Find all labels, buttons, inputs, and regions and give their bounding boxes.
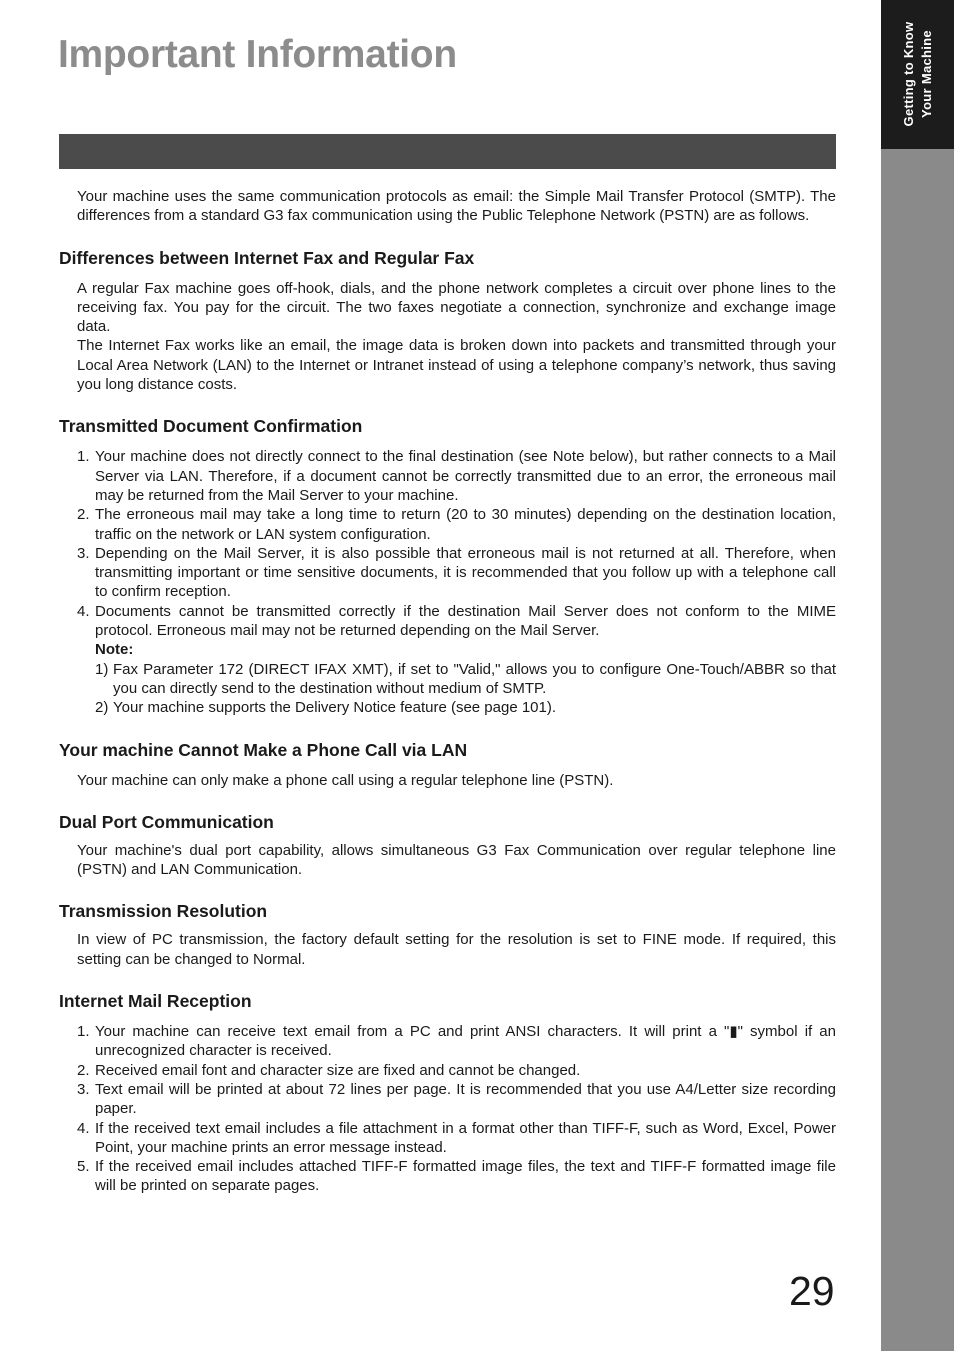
note-item-text: Fax Parameter 172 (DIRECT IFAX XMT), if set to "Valid," allows you to configure One-Touch/ABBR so that you can directly send to the destination without medium of SMTP. bbox=[113, 660, 836, 697]
note-item-number: 2) bbox=[95, 699, 109, 717]
list-item bbox=[77, 1061, 836, 1080]
differences-paragraph-1: A regular Fax machine goes off-hook, dials, and the phone network completes a circuit over phone lines to the receiving fax. You pay for the circuit. The two faxes negotiate a connection, synchronize and exchange image data. bbox=[77, 279, 836, 336]
note-item bbox=[95, 698, 836, 717]
list-item-number: 4. bbox=[77, 602, 90, 620]
list-item-text: Documents cannot be transmitted correctly if the destination Mail Server does not conform to the MIME protocol. Erroneous mail may not be returned depending on the Mail Server. bbox=[95, 602, 836, 640]
list-item-number: 2. bbox=[77, 506, 90, 524]
list-item bbox=[77, 1157, 836, 1196]
resolution-paragraph: In view of PC transmission, the factory default setting for the resolution is set to FINE mode. If required, this setting can be changed to Normal. bbox=[77, 931, 836, 968]
page-title: Important Information bbox=[58, 33, 457, 76]
chapter-tab bbox=[881, 0, 954, 149]
intro-paragraph: Your machine uses the same communication protocols as email: the Simple Mail Transfer Protocol (SMTP). The differences from a standard G3 fax communication using the Public Telephone Network (PSTN) are as follows. bbox=[77, 188, 836, 225]
list-item bbox=[77, 447, 836, 505]
list-item-number: 4. bbox=[77, 1119, 90, 1137]
mail-reception-list bbox=[59, 1022, 836, 1196]
list-item-text: Depending on the Mail Server, it is also possible that erroneous mail is not returned at all. Therefore, when transmitting important or time sensitive documents, it is recommended that you follow up with a telephone call to confirm reception. bbox=[95, 544, 836, 601]
list-item-number: 1. bbox=[77, 448, 90, 466]
heading-phone-call: Your machine Cannot Make a Phone Call via LAN bbox=[59, 739, 468, 760]
list-item-text: Your machine can receive text email from a PC and print ANSI characters. It will print a "▮" symbol if an unrecognized character is received. bbox=[95, 1023, 836, 1060]
list-item bbox=[77, 1022, 836, 1061]
list-item bbox=[77, 602, 836, 718]
differences-paragraph-2: The Internet Fax works like an email, the image data is broken down into packets and transmitted through your Local Area Network (LAN) to the Internet or Intranet instead of using a telephone company’s network, thus saving you long distance costs. bbox=[77, 337, 836, 394]
confirmation-list bbox=[59, 447, 836, 717]
chapter-tab-line1: Getting to Know bbox=[900, 21, 916, 127]
list-item-text: If the received text email includes a file attachment in a format other than TIFF-F, such as Word, Excel, Power Point, your machine prints an error message instead. bbox=[95, 1119, 836, 1156]
list-item-number: 1. bbox=[77, 1023, 90, 1041]
list-item bbox=[77, 544, 836, 602]
list-item-text: Received email font and character size are fixed and cannot be changed. bbox=[95, 1061, 581, 1079]
page-content bbox=[59, 187, 836, 1196]
heading-differences: Differences between Internet Fax and Regular Fax bbox=[59, 247, 475, 268]
list-item-text: If the received email includes attached TIFF-F formatted image files, the text and TIFF-F formatted image file will be printed on separate pages. bbox=[95, 1158, 836, 1195]
chapter-tab-label bbox=[900, 22, 936, 127]
list-item-number: 3. bbox=[77, 1080, 90, 1098]
heading-resolution: Transmission Resolution bbox=[59, 901, 268, 922]
note-label: Note: bbox=[95, 641, 134, 659]
list-item-number: 5. bbox=[77, 1158, 90, 1176]
heading-mail-reception: Internet Mail Reception bbox=[59, 991, 252, 1012]
list-item-text: Text email will be printed at about 72 lines per page. It is recommended that you use A4/Letter size recording paper. bbox=[95, 1080, 836, 1118]
list-item-text: The erroneous mail may take a long time to return (20 to 30 minutes) depending on the destination location, traffic on the network or LAN system configuration. bbox=[95, 506, 836, 543]
dual-port-paragraph: Your machine's dual port capability, allows simultaneous G3 Fax Communication over regular telephone line (PSTN) and LAN Communication. bbox=[77, 841, 836, 879]
note-item-text: Your machine supports the Delivery Notice feature (see page 101). bbox=[113, 699, 557, 717]
note-item bbox=[95, 660, 836, 699]
list-item-number: 2. bbox=[77, 1061, 90, 1079]
section-banner bbox=[59, 134, 836, 169]
list-item bbox=[77, 505, 836, 544]
list-item bbox=[77, 1080, 836, 1119]
list-item-text: Your machine does not directly connect to the final destination (see Note below), but rather connects to a Mail Server via LAN. Therefore, if a document cannot be correctly transmitted due to an error, the erroneous mail may be returned from the Mail Server to your machine. bbox=[95, 448, 836, 504]
phone-call-paragraph: Your machine can only make a phone call using a regular telephone line (PSTN). bbox=[77, 771, 614, 789]
list-item-number: 3. bbox=[77, 544, 90, 562]
heading-confirmation: Transmitted Document Confirmation bbox=[59, 416, 363, 437]
side-margin-bar bbox=[881, 0, 954, 1351]
note-item-number: 1) bbox=[95, 660, 109, 678]
page-number: 29 bbox=[789, 1268, 835, 1314]
list-item bbox=[77, 1119, 836, 1158]
heading-dual-port: Dual Port Communication bbox=[59, 811, 274, 832]
chapter-tab-line2: Your Machine bbox=[918, 30, 934, 118]
note-list bbox=[95, 660, 836, 718]
